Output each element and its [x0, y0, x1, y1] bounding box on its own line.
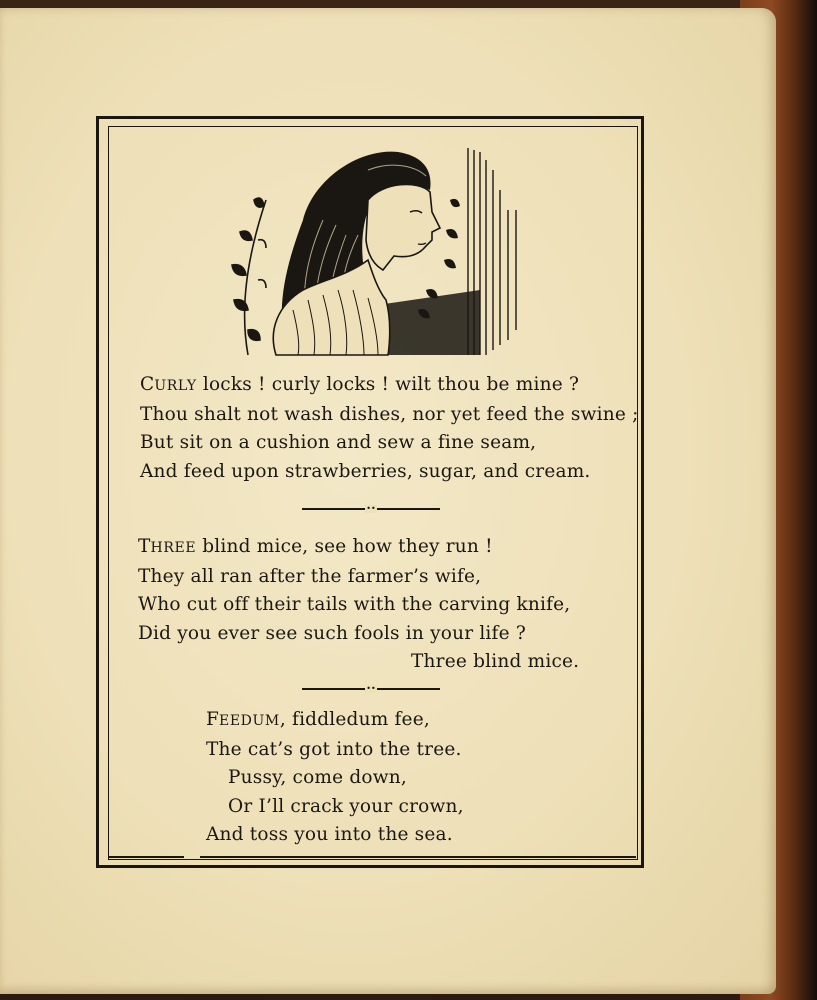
poem-line: Who cut off their tails with the carving knife, [138, 594, 571, 615]
poem-line: And toss you into the sea. [206, 824, 453, 845]
ornamental-divider: •• [302, 504, 440, 514]
bottom-rule-left [108, 856, 184, 858]
girl-portrait-engraving-icon [218, 140, 528, 360]
poem-line: And feed upon strawberries, sugar, and cream. [140, 460, 591, 482]
poem-line: They all ran after the farmer’s wife, [138, 565, 482, 587]
poem-line: Pussy, come down, [228, 767, 407, 788]
poem-line: Thou shalt not wash dishes, nor yet feed the swine ; [140, 403, 639, 425]
poem-line: FEEDUM, fiddledum fee, [206, 709, 430, 730]
ornamental-divider: •• [302, 684, 440, 694]
poem-line: Three blind mice. [411, 651, 580, 672]
poem-line: The cat’s got into the tree. [206, 738, 462, 760]
poem-line: Did you ever see such fools in your life ? [138, 622, 526, 644]
poem-three-blind-mice [138, 533, 579, 677]
poem-curly-locks [140, 371, 639, 486]
poem-line: CURLY locks ! curly locks ! wilt thou be mine ? [140, 374, 580, 395]
bottom-rule-right [200, 856, 636, 858]
poem-feedum [206, 706, 464, 850]
poem-line: Or I’ll crack your crown, [228, 795, 464, 817]
poem-line: But sit on a cushion and sew a fine seam, [140, 432, 537, 453]
poem-line: THREE blind mice, see how they run ! [138, 536, 493, 557]
